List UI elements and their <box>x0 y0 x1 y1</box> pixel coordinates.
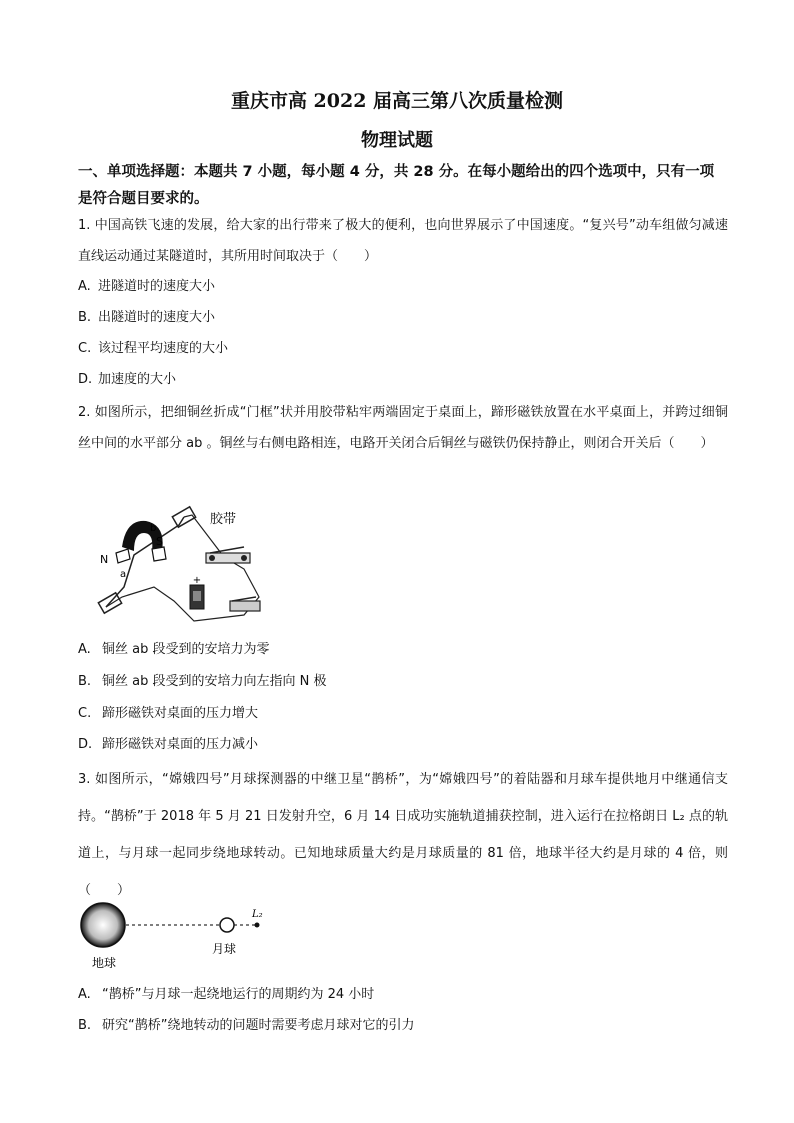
option-text: 蹄形磁铁对桌面的压力减小 <box>102 737 259 752</box>
figure-label-a: a <box>120 569 127 580</box>
figure-label-tape: 胶带 <box>210 512 237 527</box>
q2-option-d <box>78 735 728 755</box>
option-label: B. <box>78 1018 92 1033</box>
earth-icon <box>81 903 125 947</box>
option-label: D. <box>78 737 93 752</box>
figure-label-earth: 地球 <box>92 956 117 970</box>
battery-icon <box>190 575 204 609</box>
section-heading: 一、单项选择题：本题共 7 小题，每小题 4 分，共 28 分。在每小题给出的四个选项中，只有一项是符合题目要求的。 <box>78 164 715 207</box>
q1-option-a <box>78 277 728 297</box>
q3-option-b <box>78 1016 728 1036</box>
q3-earth-moon-figure <box>74 897 274 973</box>
option-label: A. <box>78 987 91 1002</box>
q1-option-c <box>78 339 728 359</box>
option-label: C. <box>78 706 92 721</box>
option-text: 加速度的大小 <box>98 372 177 387</box>
option-label: B. <box>78 310 92 325</box>
figure-label-l2: L₂ <box>252 909 263 920</box>
option-label: B. <box>78 674 92 689</box>
option-text: “鹊桥”与月球一起绕地运行的周期约为 24 小时 <box>102 987 375 1002</box>
question-2-stem: 2. 如图所示，把细铜丝折成“门框”状并用胶带粘牢两端固定于桌面上，蹄形磁铁放置在水平桌面上，并跨过细铜丝中间的水平部分 ab 。铜丝与右侧电路相连，电路开关闭合后铜丝与磁铁仍保持静止，则闭合开关后（ ） <box>78 405 728 451</box>
q3-option-a <box>78 985 728 1005</box>
option-text: 进隧道时的速度大小 <box>98 279 216 294</box>
option-text: 研究“鹊桥”绕地转动的问题时需要考虑月球对它的引力 <box>102 1018 415 1033</box>
option-text: 蹄形磁铁对桌面的压力增大 <box>102 706 259 721</box>
l2-point-icon <box>255 923 260 928</box>
switch-icon <box>206 547 250 563</box>
q2-circuit-figure <box>84 497 284 627</box>
q2-option-c <box>78 704 728 724</box>
q2-option-a <box>78 640 728 660</box>
q1-option-d <box>78 370 728 390</box>
exam-title: 重庆市高 2022 届高三第八次质量检测 <box>230 90 564 112</box>
option-label: A. <box>78 279 91 294</box>
figure-label-n: N <box>100 553 109 566</box>
option-text: 铜丝 ab 段受到的安培力向左指向 N 极 <box>102 674 327 689</box>
moon-icon <box>220 918 234 932</box>
q2-option-b <box>78 672 728 692</box>
rheostat-icon <box>230 597 260 611</box>
option-text: 该过程平均速度的大小 <box>98 341 229 356</box>
question-3-stem: 3. 如图所示，“嫦娥四号”月球探测器的中继卫星“鹊桥”，为“嫦娥四号”的着陆器和月球车提供地月中继通信支持。“鹊桥”于 2018 年 5 月 21 日发射升空，6 月 14 日成功实施轨道捕获控制，进入运行在拉格朗日 L₂ 点的轨道上，与月球一起同步绕地球转动。已知地球质量大约是月球质量的 81 倍，地球半径大约是月球的 4 倍，则（ ） <box>78 772 728 898</box>
option-text: 铜丝 ab 段受到的安培力为零 <box>102 642 270 657</box>
figure-label-b: b <box>150 523 157 534</box>
exam-subtitle: 物理试题 <box>361 130 433 151</box>
option-label: C. <box>78 341 92 356</box>
option-text: 出隧道时的速度大小 <box>98 310 216 325</box>
option-label: D. <box>78 372 93 387</box>
figure-label-s: S <box>156 535 163 548</box>
option-label: A. <box>78 642 91 657</box>
q1-option-b <box>78 308 728 328</box>
svg-text:+: + <box>192 575 202 586</box>
question-1-stem: 1. 中国高铁飞速的发展，给大家的出行带来了极大的便利，也向世界展示了中国速度。“复兴号”动车组做匀减速直线运动通过某隧道时，其所用时间取决于（ ） <box>78 218 728 264</box>
figure-label-moon: 月球 <box>212 942 237 956</box>
